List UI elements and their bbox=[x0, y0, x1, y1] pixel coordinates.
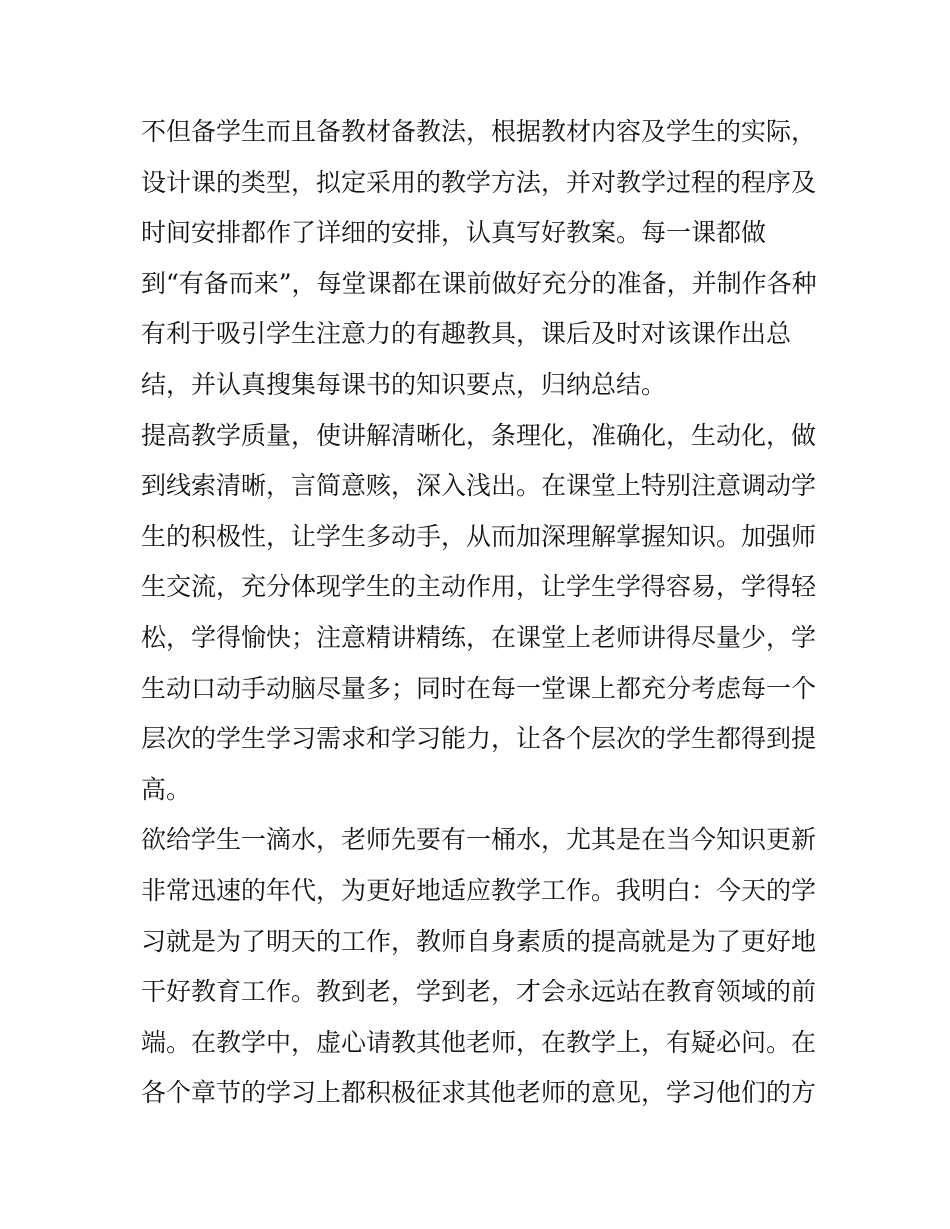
text-line: 到“有备而来”，每堂课都在课前做好充分的准备，并制作各种 bbox=[141, 268, 817, 298]
text-line: 结，并认真搜集每课书的知识要点，归纳总结。 bbox=[141, 369, 667, 399]
text-line: 非常迅速的年代，为更好地适应教学工作。我明白：今天的学 bbox=[141, 875, 817, 905]
text-line: 设计课的类型，拟定采用的教学方法，并对教学过程的程序及 bbox=[141, 167, 817, 197]
text-line: 各个章节的学习上都积极征求其他老师的意见，学习他们的方 bbox=[141, 1078, 817, 1108]
text-line: 有利于吸引学生注意力的有趣教具，课后及时对该课作出总 bbox=[141, 319, 792, 349]
text-line: 提高教学质量，使讲解清晰化，条理化，准确化，生动化，做 bbox=[141, 420, 817, 450]
text-line: 层次的学生学习需求和学习能力，让各个层次的学生都得到提 bbox=[141, 724, 817, 754]
text-line: 时间安排都作了详细的安排，认真写好教案。每一课都做 bbox=[141, 218, 767, 248]
text-line: 到线索清晰，言简意赅，深入浅出。在课堂上特别注意调动学 bbox=[141, 471, 817, 501]
text-line: 生动口动手动脑尽量多；同时在每一堂课上都充分考虑每一个 bbox=[141, 673, 817, 703]
text-line: 生交流，充分体现学生的主动作用，让学生学得容易，学得轻 bbox=[141, 572, 817, 602]
text-line: 高。 bbox=[141, 774, 192, 804]
text-line: 不但备学生而且备教材备教法，根据教材内容及学生的实际， bbox=[141, 117, 817, 146]
text-line: 欲给学生一滴水，老师先要有一桶水，尤其是在当今知识更新 bbox=[141, 825, 817, 855]
text-line: 生的积极性，让学生多动手，从而加深理解掌握知识。加强师 bbox=[141, 521, 817, 551]
document-body-text bbox=[141, 107, 817, 1119]
text-line: 松，学得愉快；注意精讲精练，在课堂上老师讲得尽量少，学 bbox=[141, 622, 817, 652]
text-line: 习就是为了明天的工作，教师自身素质的提高就是为了更好地 bbox=[141, 926, 817, 956]
text-line: 端。在教学中，虚心请教其他老师，在教学上，有疑必问。在 bbox=[141, 1027, 817, 1057]
text-line: 干好教育工作。教到老，学到老，才会永远站在教育领域的前 bbox=[141, 977, 817, 1007]
